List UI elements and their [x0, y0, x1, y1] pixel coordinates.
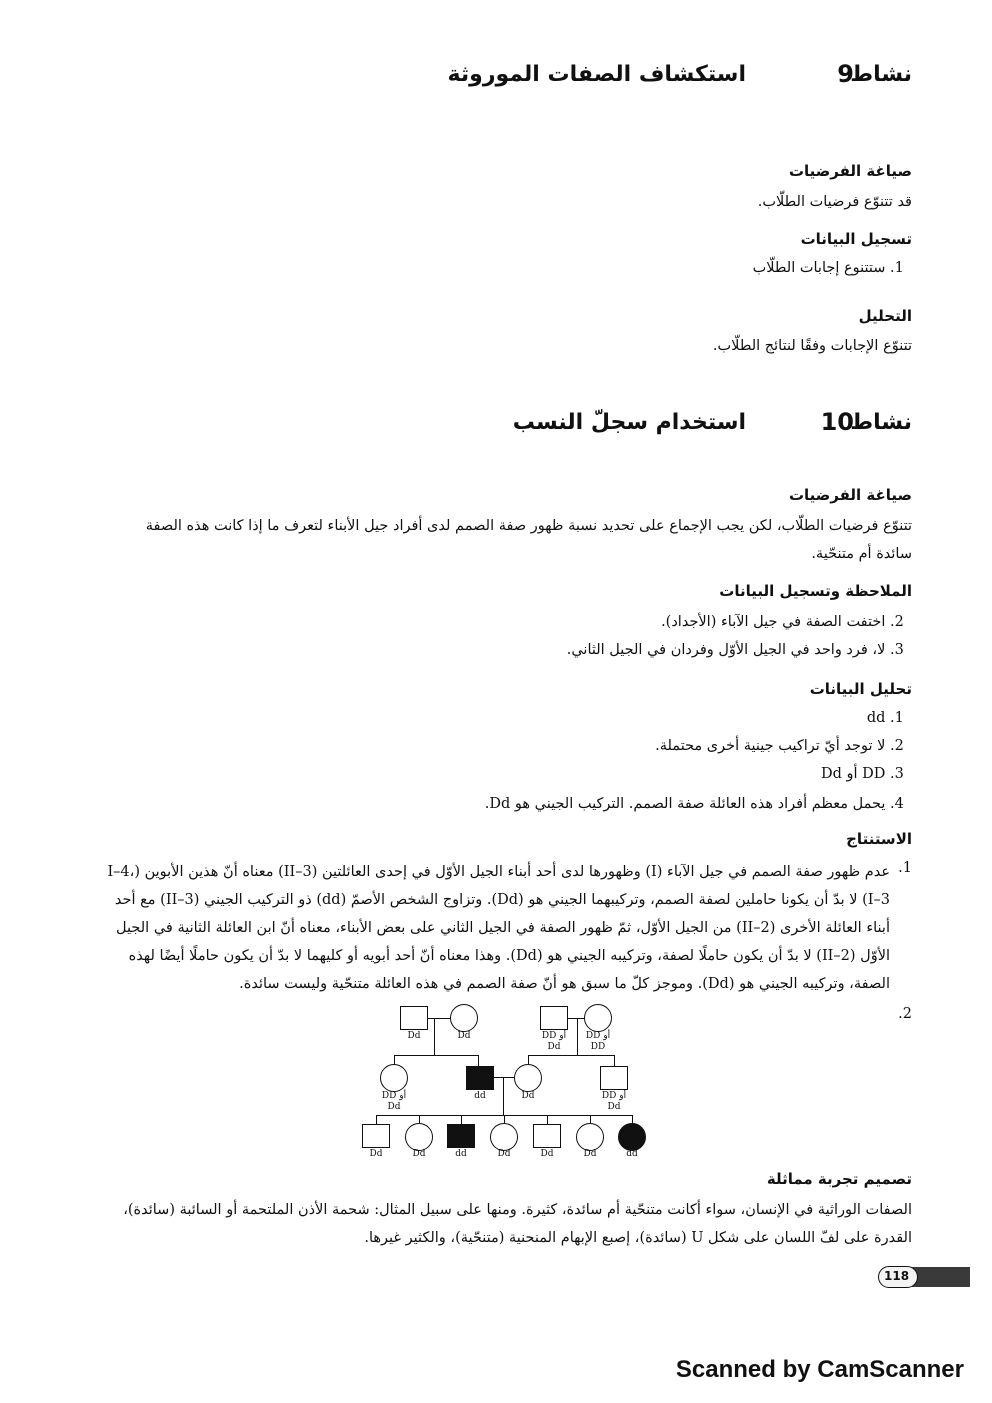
list-item-text: لا، فرد واحد في الجيل الأوّل وفردان في الجيل الثاني. — [566, 642, 886, 658]
activity9-header — [447, 60, 912, 94]
camscanner-watermark: Scanned by CamScanner — [675, 1356, 964, 1383]
activity10-observation-title: الملاحظة وتسجيل البيانات — [719, 582, 912, 600]
genotype-label: Dd — [387, 1102, 401, 1112]
genotype-label: DD أو — [381, 1091, 407, 1101]
pedigree-chart — [360, 1000, 660, 1165]
genotype-label: dd — [455, 1149, 467, 1159]
pedigree-female — [490, 1123, 518, 1151]
genotype-label: DD أو — [601, 1091, 627, 1101]
pedigree-male — [362, 1124, 390, 1148]
list-number: 1. — [890, 260, 904, 276]
genotype-label: Dd — [457, 1031, 471, 1041]
list-item-text: يحمل معظم أفراد هذه العائلة صفة الصمم. التركيب الجيني هو Dd. — [484, 796, 886, 812]
activity10-design-text: الصفات الوراثية في الإنسان، سواء أكانت متنحّية أم سائدة، كثيرة. ومنها على سبيل المثال: شحمة الأذن الملتحمة أو السائبة (سائدة)، القدرة على لفّ اللسان على شكل U (سائدة)، إصبع الإبهام المنحنية (متنحّية)، والكثير غيرها. — [123, 1202, 912, 1246]
pedigree-female — [584, 1004, 612, 1032]
pedigree-female — [514, 1064, 542, 1092]
activity9-hypotheses-title: صياغة الفرضيات — [788, 162, 912, 180]
pedigree-male — [533, 1124, 561, 1148]
list-number: 2. — [898, 1006, 912, 1022]
pedigree-male — [600, 1066, 628, 1090]
genotype-label: dd — [626, 1149, 638, 1159]
genotype-label: Dd — [583, 1149, 597, 1159]
pedigree-female — [576, 1123, 604, 1151]
list-number: 1. — [898, 860, 912, 876]
activity9-hypotheses-text: قد تتنوّع فرضيات الطلّاب. — [757, 194, 912, 210]
list-item-text: DD أو Dd — [820, 766, 886, 782]
list-item-text: اختفت الصفة في جيل الآباء (الأجداد). — [661, 614, 886, 630]
genotype-label: Dd — [607, 1102, 621, 1112]
activity9-record-text: ستتنوع إجابات الطلّاب — [752, 260, 886, 276]
activity10-label: نشاط — [850, 410, 912, 435]
activity10-hypotheses-text: تتنوّع فرضيات الطلّاب، لكن يجب الإجماع على تحديد نسبة ظهور صفة الصمم لدى أفراد جيل الأبناء لتعرف ما إذا كانت هذه الصفة سائدة أم متنحّية. — [145, 518, 912, 562]
list-number: 4. — [890, 796, 904, 812]
list-item — [821, 766, 912, 782]
list-item — [655, 738, 912, 754]
list-item — [867, 710, 912, 726]
list-number: 2. — [890, 614, 904, 630]
pedigree-male — [540, 1006, 568, 1030]
genotype-label: Dd — [412, 1149, 426, 1159]
activity10-title: استخدام سجلّ النسب — [512, 410, 746, 435]
activity10-number: 10 — [820, 408, 854, 436]
list-item — [485, 796, 912, 812]
genotype-label: Dd — [369, 1149, 383, 1159]
activity9-title: استكشاف الصفات الموروثة — [447, 62, 746, 87]
page-number-tab — [876, 1266, 970, 1288]
pedigree-male-affected — [447, 1124, 475, 1148]
list-item — [661, 614, 912, 630]
page-number: 118 — [884, 1269, 910, 1283]
genotype-label: DD أو — [541, 1031, 567, 1041]
list-item-text: لا توجد أيّ تراكيب جينية أخرى محتملة. — [655, 738, 886, 754]
pedigree-female — [405, 1123, 433, 1151]
activity10-conclusion-title: الاستنتاج — [846, 830, 912, 848]
list-item-text: dd — [866, 710, 886, 726]
list-number: 1. — [890, 710, 904, 726]
activity9-number: 9 — [837, 60, 854, 88]
activity10-conclusion-text: عدم ظهور صفة الصمم في جيل الآباء (I) وظهورها لدى أحد أبناء الجيل الأوّل في إحدى العائلتين (II–3) معناه أنّ هذين الأبوين (I–4، I–3) لا بدّ أن يكونا حاملين لصفة الصمم، وتركيبهما الجيني هو (Dd). وتزاوج الشخص الأصمّ (dd) ذو التركيب الجيني (II–3) مع أحد أبناء العائلة الأخرى (II–2) من الجيل الأوّل، ثمّ ظهور الصفة في الجيل الثاني على بعض الأبناء، معناه أنّ ابن العائلة الثانية في الجيل الأوّل (II–2) لا بدّ أن يكون حاملًا لصفة، وتركيبه الجيني هو (Dd). وهذا معناه أنّ أحد أبويه أو كليهما لا بدّ أن يكون حاملًا أيضًا لهذه الصفة، وتركيبه الجيني هو (Dd). وموجز كلّ ما سبق هو أنّ صفة الصمم في هذه العائلة متنحّية وليست سائدة. — [107, 864, 890, 992]
activity10-hypotheses-title: صياغة الفرضيات — [788, 486, 912, 504]
genotype-label: Dd — [547, 1042, 561, 1052]
genotype-label: DD أو — [585, 1031, 611, 1041]
genotype-label: Dd — [407, 1031, 421, 1041]
activity9-record-title: تسجيل البيانات — [800, 230, 912, 248]
pedigree-male-affected — [466, 1066, 494, 1090]
activity9-analysis-title: التحليل — [858, 307, 912, 325]
activity10-data-analysis-title: تحليل البيانات — [809, 680, 912, 698]
genotype-label: Dd — [497, 1149, 511, 1159]
genotype-label: dd — [474, 1091, 486, 1101]
pedigree-female — [450, 1004, 478, 1032]
activity10-design-title: تصميم تجربة مماثلة — [766, 1170, 912, 1188]
pedigree-female — [380, 1064, 408, 1092]
list-item — [567, 642, 912, 658]
genotype-label: Dd — [540, 1149, 554, 1159]
genotype-label: Dd — [521, 1091, 535, 1101]
list-number: 3. — [890, 766, 904, 782]
list-number: 2. — [890, 738, 904, 754]
activity10-header — [512, 408, 912, 442]
activity9-label: نشاط — [850, 62, 912, 87]
activity9-analysis-text: تتنوّع الإجابات وفقًا لنتائج الطلّاب. — [712, 338, 912, 354]
pedigree-female-affected — [618, 1123, 646, 1151]
activity9-record-line — [753, 260, 912, 276]
list-number: 3. — [890, 642, 904, 658]
pedigree-male — [400, 1006, 428, 1030]
genotype-label: DD — [590, 1042, 606, 1052]
